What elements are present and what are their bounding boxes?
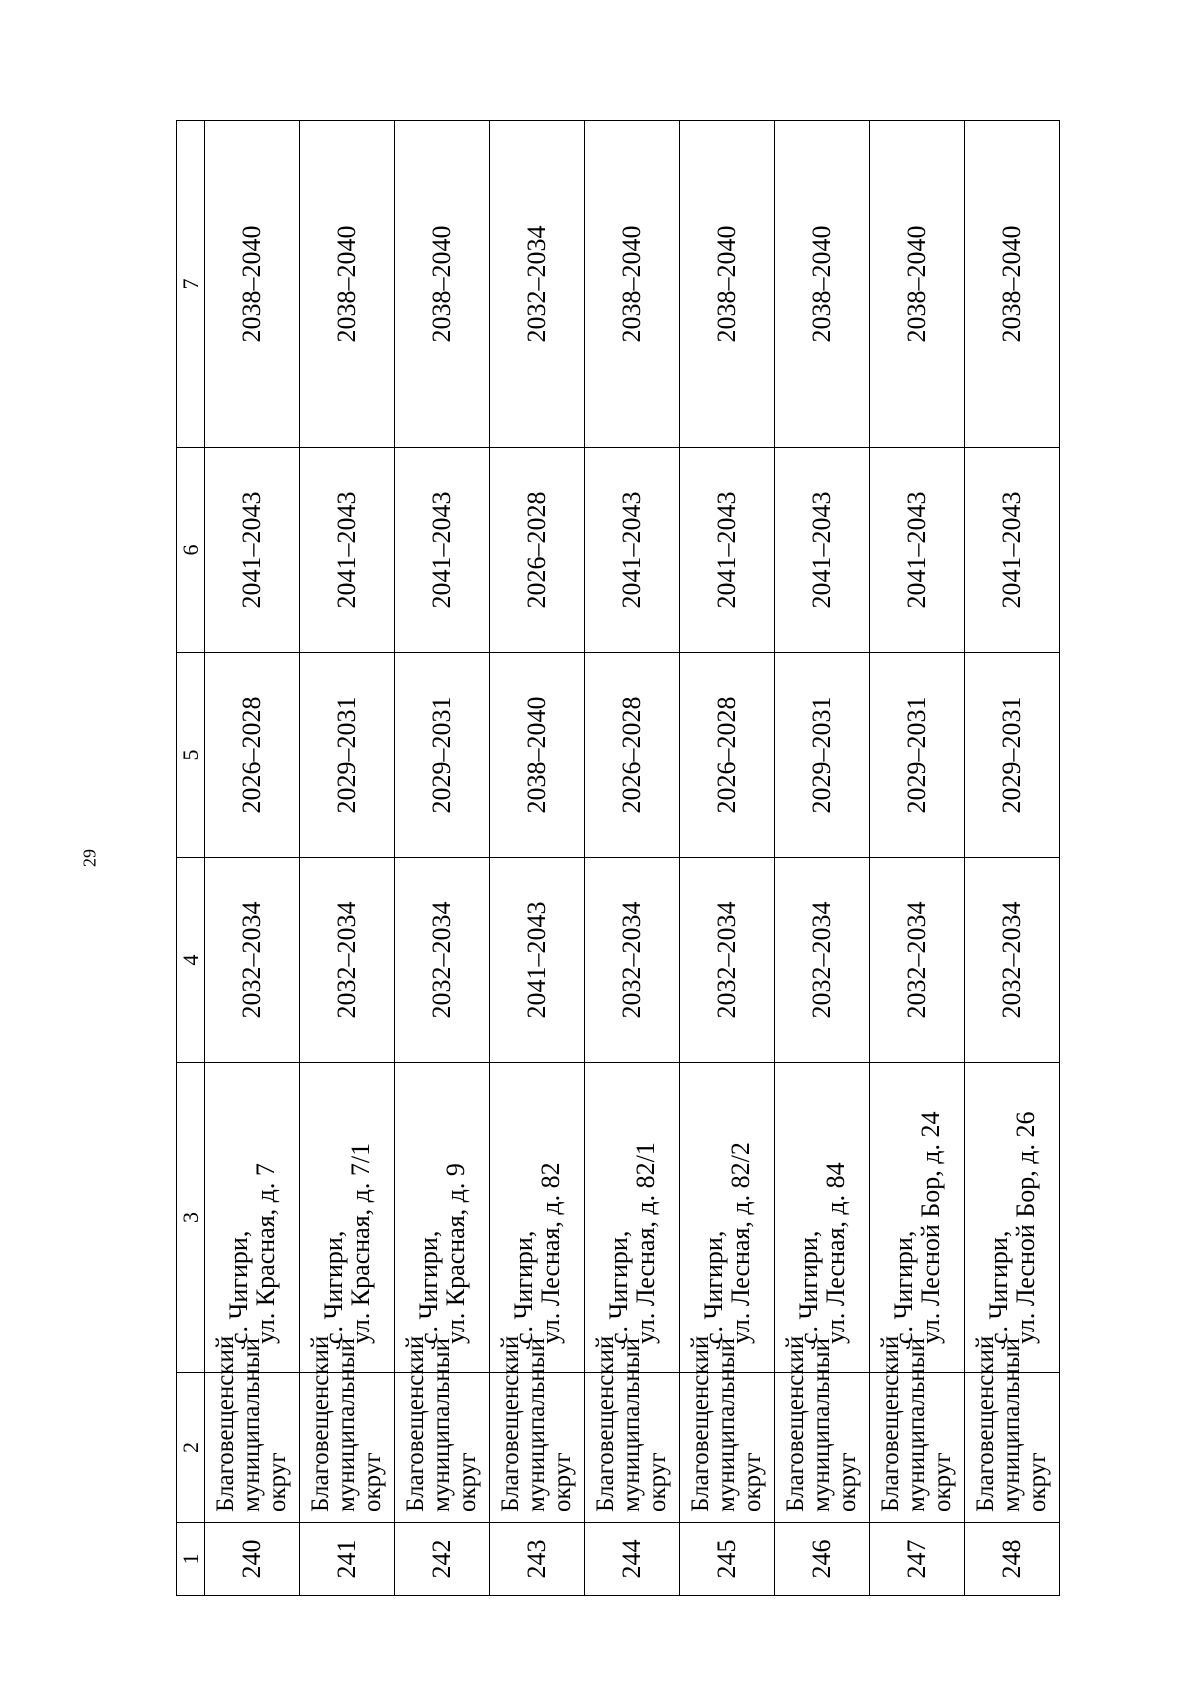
- district-line: округ: [454, 1452, 482, 1512]
- district-line: муниципальный: [712, 1338, 740, 1512]
- row-number: 241: [300, 1523, 395, 1596]
- period-cell-4: 2032–2034: [870, 858, 965, 1063]
- table-row: [775, 121, 870, 1596]
- address-line: ул. Лесной Бор, д. 24: [916, 1111, 945, 1344]
- column-header-2: 2: [177, 1373, 205, 1523]
- period-cell-5: 2029–2031: [870, 653, 965, 858]
- address-line: с. Чигири,: [603, 1230, 633, 1344]
- column-header-1: 1: [177, 1523, 205, 1596]
- address-line: ул. Лесная, д. 82: [536, 1162, 565, 1344]
- period-cell-7: 2038–2040: [870, 121, 965, 448]
- column-header-6: 6: [177, 448, 205, 653]
- table-row: [680, 121, 775, 1596]
- period-cell-7: 2032–2034: [490, 121, 585, 448]
- period-cell-6: 2041–2043: [965, 448, 1060, 653]
- district-cell: [585, 1335, 680, 1523]
- row-number: 242: [395, 1523, 490, 1596]
- column-header-7: 7: [177, 121, 205, 448]
- header-row: [177, 121, 205, 1596]
- district-line: Благовещенский: [591, 1335, 619, 1512]
- district-cell: [490, 1335, 585, 1523]
- address-line: ул. Лесная, д. 82/1: [631, 1142, 660, 1344]
- address-line: с. Чигири,: [413, 1230, 443, 1344]
- row-number: 243: [490, 1523, 585, 1596]
- row-number: 244: [585, 1523, 680, 1596]
- period-cell-6: 2041–2043: [395, 448, 490, 653]
- row-number: 246: [775, 1523, 870, 1596]
- period-cell-4: 2032–2034: [300, 858, 395, 1063]
- address-cell: [205, 1063, 300, 1373]
- period-cell-4: 2041–2043: [490, 858, 585, 1063]
- period-cell-4: 2032–2034: [205, 858, 300, 1063]
- district-line: муниципальный: [617, 1338, 645, 1512]
- district-cell: [205, 1335, 300, 1523]
- row-number: 248: [965, 1523, 1060, 1596]
- table-row: [205, 121, 300, 1596]
- period-cell-6: 2041–2043: [300, 448, 395, 653]
- district-cell: [395, 1335, 490, 1523]
- period-cell-4: 2032–2034: [585, 858, 680, 1063]
- district-line: Благовещенский: [211, 1335, 239, 1512]
- page-number-text: 29: [79, 849, 100, 867]
- period-cell-4: 2032–2034: [395, 858, 490, 1063]
- period-cell-7: 2038–2040: [205, 121, 300, 448]
- district-line: муниципальный: [807, 1338, 835, 1512]
- district-line: муниципальный: [997, 1338, 1025, 1512]
- row-number: 240: [205, 1523, 300, 1596]
- period-cell-5: 2026–2028: [680, 653, 775, 858]
- district-cell: [775, 1335, 870, 1523]
- row-number: 247: [870, 1523, 965, 1596]
- row-number: 245: [680, 1523, 775, 1596]
- period-cell-5: 2029–2031: [395, 653, 490, 858]
- period-cell-6: 2026–2028: [490, 448, 585, 653]
- address-line: с. Чигири,: [793, 1230, 823, 1344]
- period-cell-5: 2029–2031: [775, 653, 870, 858]
- period-cell-7: 2038–2040: [585, 121, 680, 448]
- table-row: [870, 121, 965, 1596]
- table-row: [395, 121, 490, 1596]
- address-line: с. Чигири,: [223, 1230, 253, 1344]
- column-header-3: 3: [177, 1063, 205, 1373]
- address-cell: [490, 1063, 585, 1373]
- district-line: округ: [1024, 1452, 1052, 1512]
- district-cell: [870, 1335, 965, 1523]
- period-cell-4: 2032–2034: [965, 858, 1060, 1063]
- period-cell-4: 2032–2034: [680, 858, 775, 1063]
- district-cell: [965, 1335, 1060, 1523]
- address-line: с. Чигири,: [508, 1230, 538, 1344]
- table-row: [490, 121, 585, 1596]
- period-cell-6: 2041–2043: [870, 448, 965, 653]
- address-line: ул. Лесная, д. 84: [821, 1162, 850, 1344]
- district-line: Благовещенский: [971, 1335, 999, 1512]
- district-line: округ: [929, 1452, 957, 1512]
- address-line: ул. Лесная, д. 82/2: [726, 1142, 755, 1344]
- address-line: ул. Лесной Бор, д. 26: [1011, 1111, 1040, 1344]
- district-line: Благовещенский: [781, 1335, 809, 1512]
- district-line: муниципальный: [427, 1338, 455, 1512]
- district-line: округ: [644, 1452, 672, 1512]
- period-cell-7: 2038–2040: [300, 121, 395, 448]
- district-cell: [300, 1335, 395, 1523]
- period-cell-6: 2041–2043: [585, 448, 680, 653]
- district-line: округ: [549, 1452, 577, 1512]
- district-line: округ: [264, 1452, 292, 1512]
- district-line: муниципальный: [522, 1338, 550, 1512]
- address-line: ул. Красная, д. 7/1: [346, 1142, 375, 1344]
- address-line: ул. Красная, д. 9: [441, 1163, 470, 1344]
- period-cell-7: 2038–2040: [680, 121, 775, 448]
- address-cell: [965, 1063, 1060, 1373]
- district-line: Благовещенский: [496, 1335, 524, 1512]
- table-row: [585, 121, 680, 1596]
- district-line: муниципальный: [902, 1338, 930, 1512]
- address-line: с. Чигири,: [983, 1230, 1013, 1344]
- district-line: муниципальный: [332, 1338, 360, 1512]
- district-line: муниципальный: [237, 1338, 265, 1512]
- district-line: Благовещенский: [686, 1335, 714, 1512]
- district-cell: [680, 1335, 775, 1523]
- district-line: округ: [739, 1452, 767, 1512]
- period-cell-6: 2041–2043: [205, 448, 300, 653]
- period-cell-4: 2032–2034: [775, 858, 870, 1063]
- address-cell: [395, 1063, 490, 1373]
- address-line: с. Чигири,: [318, 1230, 348, 1344]
- district-line: Благовещенский: [306, 1335, 334, 1512]
- address-cell: [585, 1063, 680, 1373]
- period-cell-5: 2026–2028: [205, 653, 300, 858]
- address-line: ул. Красная, д. 7: [251, 1163, 280, 1344]
- district-line: Благовещенский: [876, 1335, 904, 1512]
- period-cell-6: 2041–2043: [775, 448, 870, 653]
- address-cell: [775, 1063, 870, 1373]
- address-cell: [300, 1063, 395, 1373]
- column-header-4: 4: [177, 858, 205, 1063]
- period-cell-7: 2038–2040: [395, 121, 490, 448]
- address-cell: [680, 1063, 775, 1373]
- period-cell-7: 2038–2040: [775, 121, 870, 448]
- period-cell-5: 2038–2040: [490, 653, 585, 858]
- period-cell-7: 2038–2040: [965, 121, 1060, 448]
- column-header-5: 5: [177, 653, 205, 858]
- address-cell: [870, 1063, 965, 1373]
- period-cell-5: 2026–2028: [585, 653, 680, 858]
- table-row: [965, 121, 1060, 1596]
- period-cell-6: 2041–2043: [680, 448, 775, 653]
- district-line: округ: [834, 1452, 862, 1512]
- period-cell-5: 2029–2031: [965, 653, 1060, 858]
- address-line: с. Чигири,: [698, 1230, 728, 1344]
- period-cell-5: 2029–2031: [300, 653, 395, 858]
- address-line: с. Чигири,: [888, 1230, 918, 1344]
- schedule-table: [176, 120, 1060, 1596]
- rotated-table-container: [176, 121, 1151, 1596]
- district-line: Благовещенский: [401, 1335, 429, 1512]
- district-line: округ: [359, 1452, 387, 1512]
- table-row: [300, 121, 395, 1596]
